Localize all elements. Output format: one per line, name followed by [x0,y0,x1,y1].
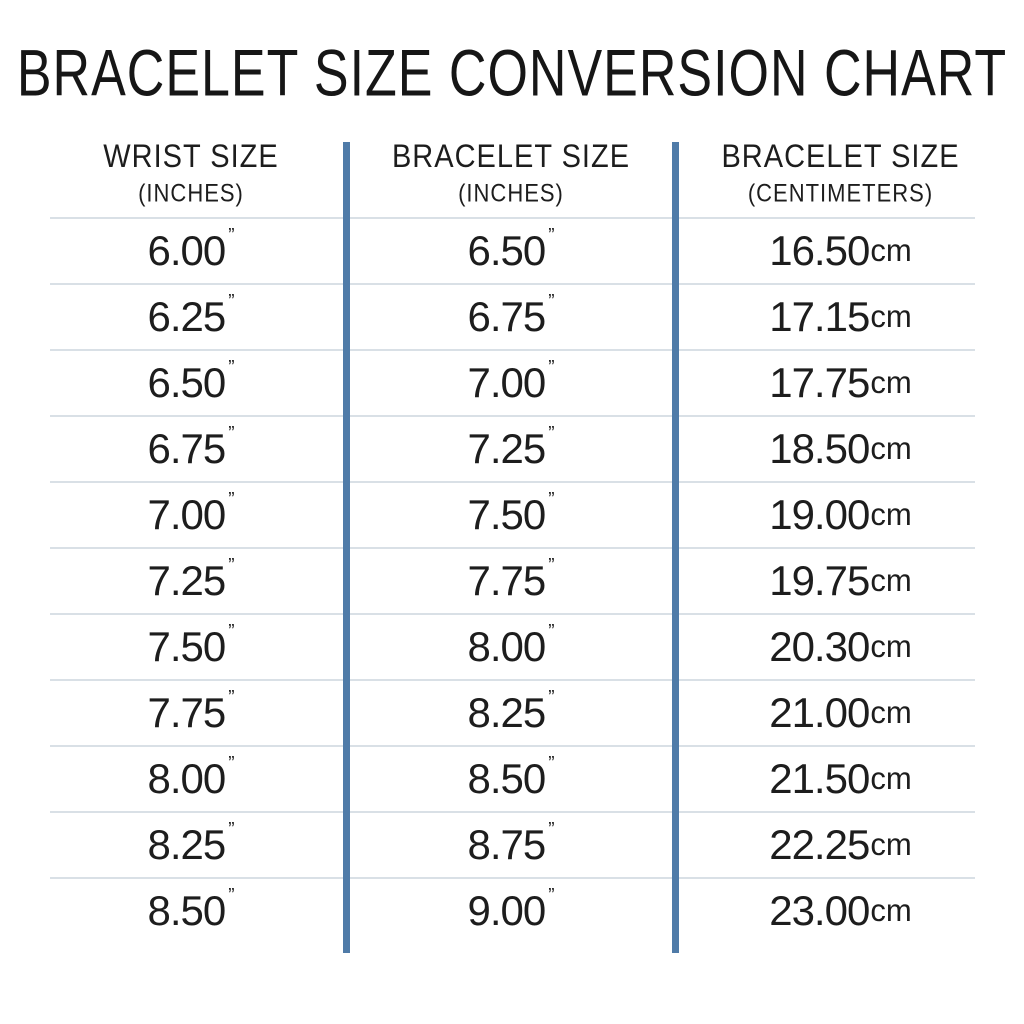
bracelet-size-in-value: 8.50 ” [467,752,555,802]
inch-mark: ” [228,290,235,312]
header-label: BRACELET SIZE [391,138,631,175]
inch-mark: ” [228,488,235,510]
table-row [50,415,975,481]
inch-mark: ” [228,884,235,906]
inch-mark: ” [548,884,555,906]
inch-mark: ” [548,554,555,576]
bracelet-size-in-value: 7.75 ” [467,554,555,604]
wrist-size-value: 6.00 ” [147,224,235,274]
wrist-size-value: 7.00 ” [147,488,235,538]
table-row [50,349,975,415]
inch-mark: ” [548,818,555,840]
cm-suffix: cm [870,761,912,796]
table-row [50,877,975,943]
page-title: BRACELET SIZE CONVERSION CHART [16,37,1008,111]
header-sublabel: (CENTIMETERS) [747,179,934,208]
bracelet-size-cm-value: 16.50 cm [769,227,912,274]
wrist-size-value: 6.50 ” [147,356,235,406]
inch-mark: ” [228,224,235,246]
inch-mark: ” [228,422,235,444]
bracelet-size-in-value: 6.50 ” [467,224,555,274]
bracelet-size-in-value: 8.25 ” [467,686,555,736]
cm-suffix: cm [870,563,912,598]
column-divider-right [672,142,679,953]
bracelet-size-cm-value: 17.15 cm [769,293,912,340]
bracelet-size-in-value: 7.50 ” [467,488,555,538]
bracelet-size-in-value: 8.00 ” [467,620,555,670]
inch-mark: ” [548,686,555,708]
cm-suffix: cm [870,431,912,466]
inch-mark: ” [548,752,555,774]
inch-mark: ” [228,686,235,708]
header-sublabel: (INCHES) [138,179,244,208]
bracelet-size-in-value: 6.75 ” [467,290,555,340]
cm-suffix: cm [870,893,912,928]
inch-mark: ” [548,488,555,510]
cm-suffix: cm [870,299,912,334]
inch-mark: ” [228,818,235,840]
bracelet-size-cm-value: 21.00 cm [769,689,912,736]
table-row [50,613,975,679]
cm-suffix: cm [870,827,912,862]
inch-mark: ” [548,224,555,246]
inch-mark: ” [548,356,555,378]
inch-mark: ” [548,620,555,642]
header-sublabel: (INCHES) [458,179,564,208]
cm-suffix: cm [870,695,912,730]
wrist-size-value: 7.25 ” [147,554,235,604]
cm-suffix: cm [870,629,912,664]
inch-mark: ” [548,290,555,312]
bracelet-size-cm-value: 23.00 cm [769,887,912,934]
bracelet-size-in-value: 7.25 ” [467,422,555,472]
wrist-size-value: 7.50 ” [147,620,235,670]
bracelet-size-cm-value: 18.50 cm [769,425,912,472]
header-bracelet-size-inches [346,130,676,227]
bracelet-size-in-value: 7.00 ” [467,356,555,406]
wrist-size-value: 8.50 ” [147,884,235,934]
cm-suffix: cm [870,233,912,268]
wrist-size-value: 8.00 ” [147,752,235,802]
table-row [50,283,975,349]
bracelet-size-cm-value: 22.25 cm [769,821,912,868]
inch-mark: ” [228,620,235,642]
bracelet-size-in-value: 9.00 ” [467,884,555,934]
bracelet-size-cm-value: 19.75 cm [769,557,912,604]
wrist-size-value: 6.25 ” [147,290,235,340]
header-label: WRIST SIZE [103,138,279,175]
conversion-table [50,130,975,943]
inch-mark: ” [228,752,235,774]
table-header-row [50,130,975,217]
bracelet-size-cm-value: 20.30 cm [769,623,912,670]
cm-suffix: cm [870,365,912,400]
inch-mark: ” [548,422,555,444]
bracelet-size-cm-value: 19.00 cm [769,491,912,538]
wrist-size-value: 6.75 ” [147,422,235,472]
bracelet-size-in-value: 8.75 ” [467,818,555,868]
table-row [50,745,975,811]
table-row [50,811,975,877]
table-row [50,679,975,745]
bracelet-size-cm-value: 17.75 cm [769,359,912,406]
bracelet-size-cm-value: 21.50 cm [769,755,912,802]
column-divider-left [343,142,350,953]
header-label: BRACELET SIZE [721,138,960,175]
inch-mark: ” [228,554,235,576]
cm-suffix: cm [870,497,912,532]
table-row [50,481,975,547]
wrist-size-value: 7.75 ” [147,686,235,736]
inch-mark: ” [228,356,235,378]
header-wrist-size [50,130,346,227]
wrist-size-value: 8.25 ” [147,818,235,868]
table-row [50,547,975,613]
header-bracelet-size-cm [676,130,975,227]
